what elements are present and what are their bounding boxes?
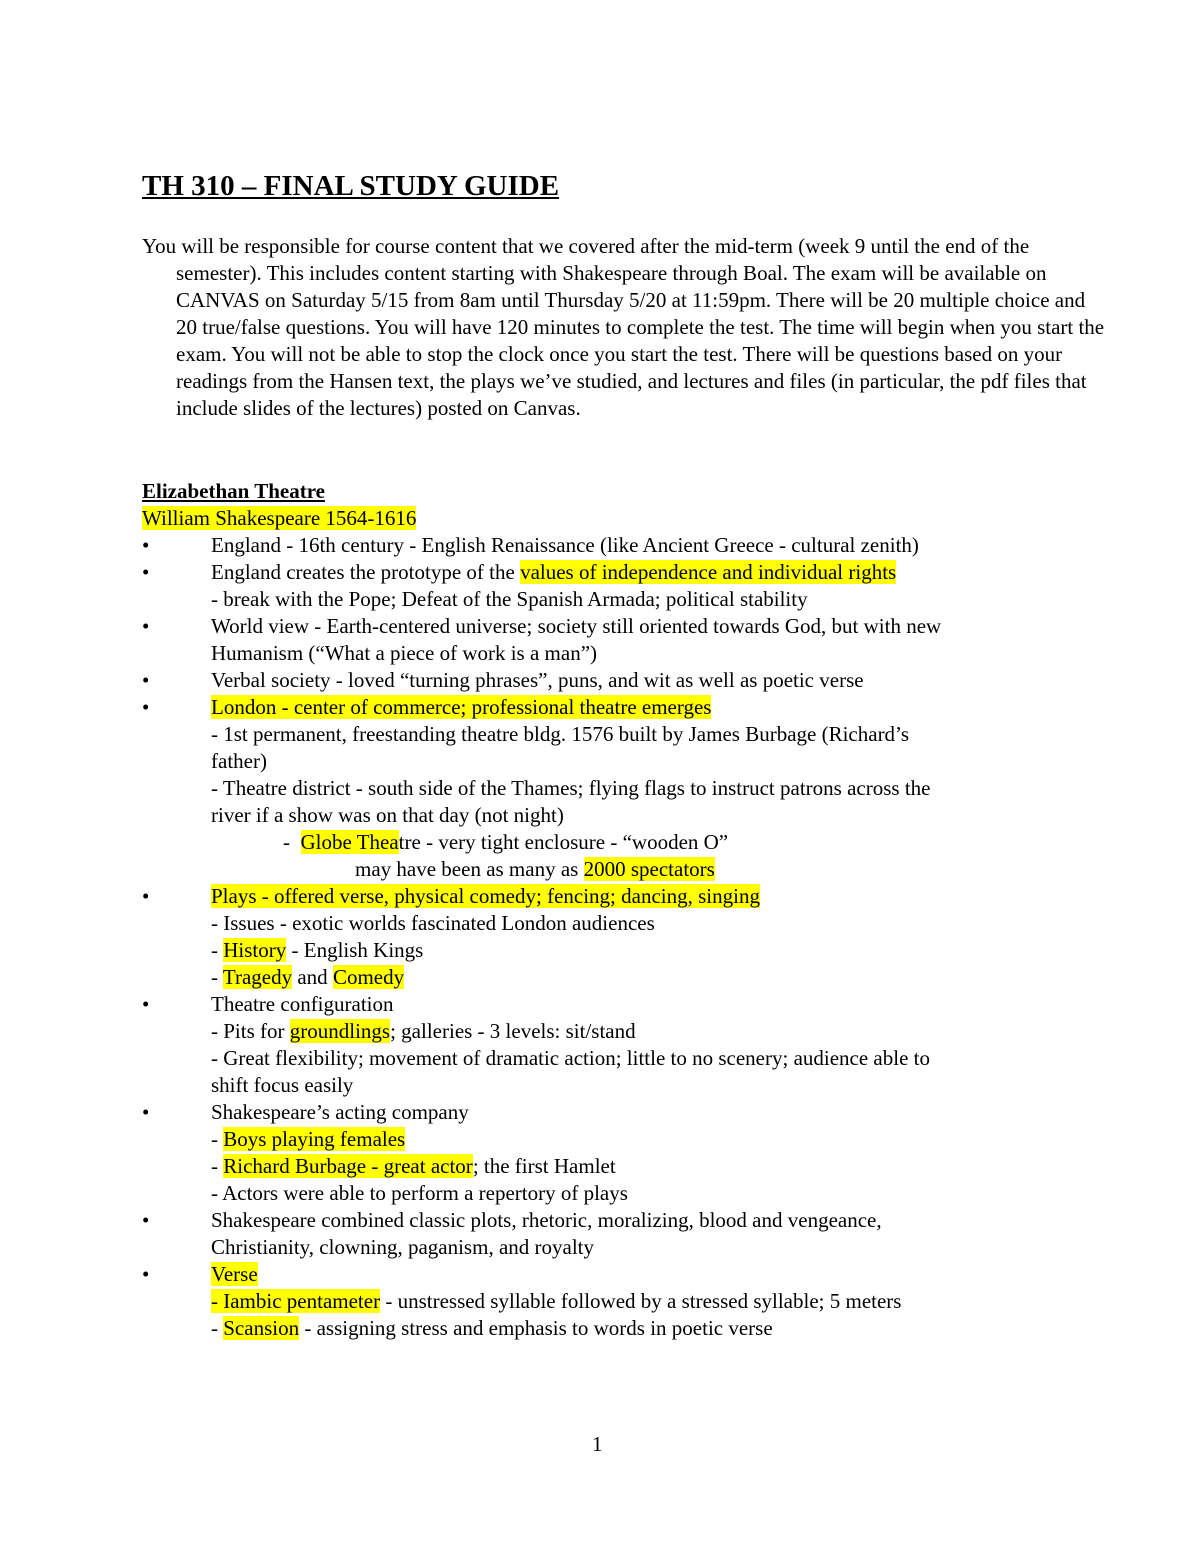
text: tre - very tight enclosure - “wooden O” bbox=[398, 830, 729, 854]
bullet-icon: • bbox=[142, 884, 150, 908]
text: - unstressed syllable followed by a stressed syllable; 5 meters bbox=[380, 1289, 902, 1313]
bullet-icon: • bbox=[142, 533, 150, 557]
text: - bbox=[211, 1316, 224, 1340]
sub-item: - 1st permanent, freestanding theatre bldg. 1576 built by James Burbage (Richard’s bbox=[211, 722, 910, 746]
highlight: Comedy bbox=[332, 965, 405, 989]
sub-sub-item bbox=[283, 829, 728, 856]
sub-item: - Issues - exotic worlds fascinated London audiences bbox=[211, 911, 655, 935]
intro-paragraph: You will be responsible for course content that we covered after the mid-term (week 9 until the end of the semester). This includes content starting with Shakespeare through Boal. The exam will be available on CANVAS on Saturday 5/15 from 8am until Thursday 5/20 at 11:59pm. There will be 20 multiple choice and 20 true/false questions. You will have 120 minutes to complete the test. The time will begin when you start the exam. You will not be able to stop the clock once you start the test. There will be questions based on your readings from the Hansen text, the plays we’ve studied, and lectures and files (in particular, the pdf files that include slides of the lectures) posted on Canvas. bbox=[142, 234, 1105, 420]
sub-item: - break with the Pope; Defeat of the Spanish Armada; political stability bbox=[211, 587, 808, 611]
highlight: Richard Burbage - great actor bbox=[223, 1154, 473, 1178]
text: ; galleries - 3 levels: sit/stand bbox=[390, 1019, 636, 1043]
subheading bbox=[142, 505, 416, 532]
list-item bbox=[211, 1261, 258, 1288]
text: England creates the prototype of the bbox=[211, 560, 521, 584]
bullet-icon: • bbox=[142, 1262, 150, 1286]
highlight: Tragedy bbox=[222, 965, 293, 989]
list-item: Verbal society - loved “turning phrases”, puns, and wit as well as poetic verse bbox=[211, 668, 864, 692]
sub-item bbox=[211, 1315, 773, 1342]
text: - bbox=[211, 1154, 224, 1178]
sub-item bbox=[211, 1288, 901, 1315]
highlight: 2000 spectators bbox=[583, 857, 715, 881]
highlight: History bbox=[223, 938, 287, 962]
bullet-icon: • bbox=[142, 992, 150, 1016]
text: - English Kings bbox=[286, 938, 424, 962]
sub-item-cont: river if a show was on that day (not night) bbox=[211, 803, 564, 827]
highlight: Plays - offered verse, physical comedy; fencing; dancing, singing bbox=[211, 884, 760, 908]
text: ; the first Hamlet bbox=[472, 1154, 616, 1178]
list-item: Shakespeare combined classic plots, rhetoric, moralizing, blood and vengeance, bbox=[211, 1208, 882, 1232]
sub-item: - Actors were able to perform a repertory of plays bbox=[211, 1181, 628, 1205]
sub-item bbox=[211, 1126, 405, 1153]
sub-item: - Great flexibility; movement of dramatic action; little to no scenery; audience able to bbox=[211, 1046, 930, 1070]
sub-item bbox=[211, 1153, 616, 1180]
text: - bbox=[283, 830, 290, 854]
highlight: Boys playing females bbox=[223, 1127, 406, 1151]
sub-item bbox=[211, 964, 404, 991]
sub-sub-item-cont bbox=[355, 856, 715, 883]
sub-item-cont: shift focus easily bbox=[211, 1073, 354, 1097]
list-item: Shakespeare’s acting company bbox=[211, 1100, 469, 1124]
bullet-icon: • bbox=[142, 695, 150, 719]
list-item-cont: Humanism (“What a piece of work is a man”) bbox=[211, 641, 598, 665]
list-item bbox=[211, 559, 896, 586]
highlight: Globe Thea bbox=[300, 830, 399, 854]
highlight: William Shakespeare 1564-1616 bbox=[142, 506, 417, 530]
text: - assigning stress and emphasis to words in poetic verse bbox=[299, 1316, 773, 1340]
section-heading: Elizabethan Theatre bbox=[142, 479, 325, 503]
bullet-icon: • bbox=[142, 614, 150, 638]
bullet-icon: • bbox=[142, 668, 150, 692]
sub-item bbox=[211, 1018, 636, 1045]
text: - bbox=[211, 1127, 224, 1151]
sub-item bbox=[211, 937, 423, 964]
sub-item-cont: father) bbox=[211, 749, 267, 773]
list-item: Theatre configuration bbox=[211, 992, 394, 1016]
list-item bbox=[211, 883, 760, 910]
page-title: TH 310 – FINAL STUDY GUIDE bbox=[142, 170, 560, 202]
list-item bbox=[211, 694, 711, 721]
highlight: Verse bbox=[211, 1262, 258, 1286]
text: - bbox=[211, 938, 224, 962]
highlight: values of independence and individual rights bbox=[520, 560, 897, 584]
list-item-cont: Christianity, clowning, paganism, and royalty bbox=[211, 1235, 594, 1259]
bullet-icon: • bbox=[142, 560, 150, 584]
highlight: London - center of commerce; professional theatre emerges bbox=[211, 695, 712, 719]
sub-item: - Theatre district - south side of the Thames; flying flags to instruct patrons across the bbox=[211, 776, 931, 800]
highlight: Scansion bbox=[223, 1316, 300, 1340]
page-number: 1 bbox=[592, 1432, 603, 1456]
highlight: groundlings bbox=[289, 1019, 391, 1043]
text: and bbox=[292, 965, 333, 989]
text: - bbox=[211, 965, 223, 989]
highlight: - Iambic pentameter bbox=[211, 1289, 381, 1313]
text: - Pits for bbox=[211, 1019, 290, 1043]
bullet-icon: • bbox=[142, 1208, 150, 1232]
text: may have been as many as bbox=[355, 857, 584, 881]
list-item: World view - Earth-centered universe; society still oriented towards God, but with new bbox=[211, 614, 942, 638]
bullet-icon: • bbox=[142, 1100, 150, 1124]
list-item: England - 16th century - English Renaissance (like Ancient Greece - cultural zenith) bbox=[211, 533, 919, 557]
